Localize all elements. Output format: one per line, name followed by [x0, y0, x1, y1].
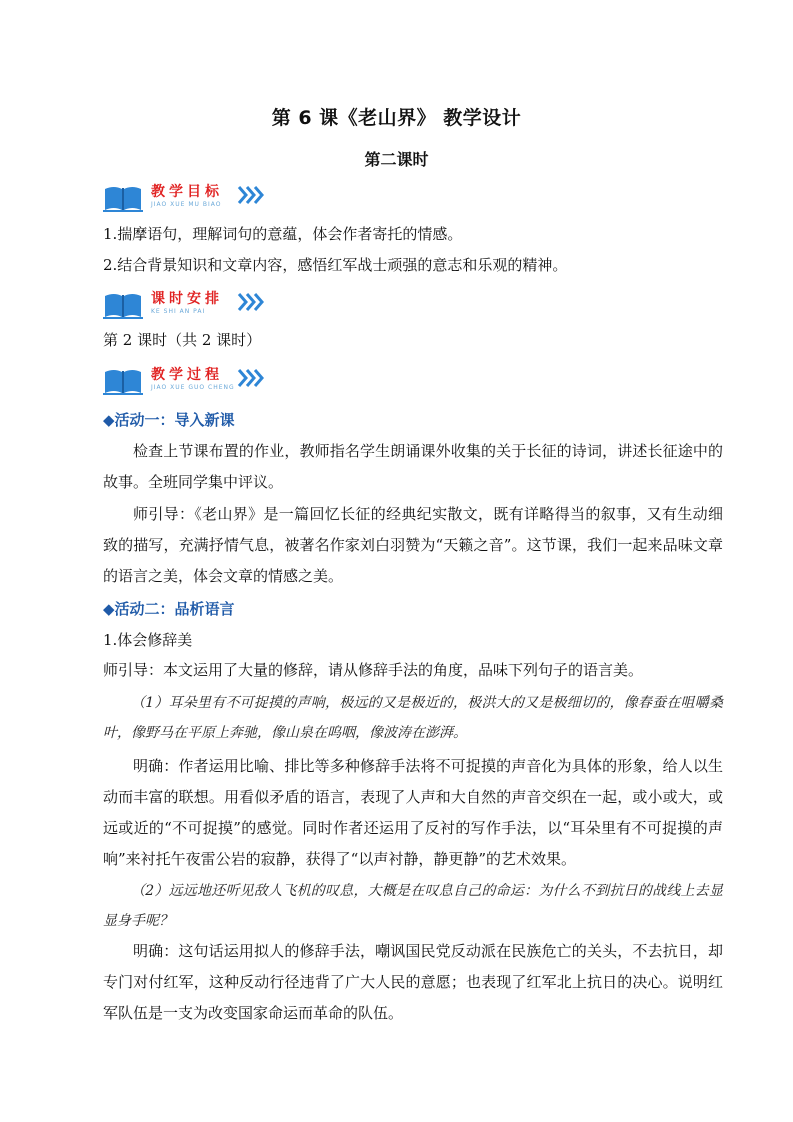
- goal-item: 2.结合背景知识和文章内容，感悟红军战士顽强的意志和乐观的精神。: [103, 256, 568, 274]
- subheading-rhetoric: 1.体会修辞美: [103, 631, 193, 649]
- activity-one-paragraph: 检查上节课布置的作业，教师指名学生朗诵课外收集的关于长征的诗词，讲述长征途中的故事。全班同学集中评议。: [103, 442, 723, 491]
- book-icon: [103, 366, 143, 396]
- schedule-text: 第 2 课时（共 2 课时）: [103, 331, 262, 349]
- page-subtitle: 第二课时: [364, 150, 429, 169]
- chevrons-icon: [237, 367, 267, 389]
- section-header-process: [103, 364, 273, 396]
- section-pinyin: KE SHI AN PAI: [151, 308, 206, 315]
- book-icon: [103, 290, 143, 320]
- section-label: 教学过程: [151, 367, 223, 383]
- example-sentence-1: （1）耳朵里有不可捉摸的声响，极远的又是极近的，极洪大的又是极细切的，像春蚕在咀嚼桑叶，像野马在平原上奔驰，像山泉在呜咽，像波涛在澎湃。: [103, 695, 723, 741]
- book-icon: [103, 183, 143, 213]
- teacher-guide: 师引导：本文运用了大量的修辞，请从修辞手法的角度，品味下列句子的语言美。: [103, 661, 644, 679]
- answer-2: 明确：这句话运用拟人的修辞手法，嘲讽国民党反动派在民族危亡的关头，不去抗日，却专门对付红军，这种反动行径违背了广大人民的意愿；也表现了红军北上抗日的决心。说明红军队伍是一支为改变国家命运而革命的队伍。: [103, 942, 723, 1022]
- example-sentence-2: （2）远远地还听见敌人飞机的叹息，大概是在叹息自己的命运：为什么不到抗日的战线上去显显身手呢？: [103, 883, 723, 929]
- activity-two-heading: ◆活动二：品析语言: [103, 600, 235, 618]
- section-header-goals: [103, 181, 273, 213]
- goal-item: 1.揣摩语句，理解词句的意蕴，体会作者寄托的情感。: [103, 225, 463, 243]
- section-header-schedule: [103, 288, 273, 320]
- chevrons-icon: [237, 291, 267, 313]
- activity-one-heading: ◆活动一：导入新课: [103, 411, 235, 429]
- section-pinyin: JIAO XUE GUO CHENG: [151, 384, 235, 391]
- chevrons-icon: [237, 184, 267, 206]
- section-label: 课时安排: [151, 291, 223, 307]
- section-label: 教学目标: [151, 184, 223, 200]
- answer-1: 明确：作者运用比喻、排比等多种修辞手法将不可捉摸的声音化为具体的形象，给人以生动而丰富的联想。用看似矛盾的语言，表现了人声和大自然的声音交织在一起，或小或大，或远或近的“不可捉摸”的感觉。同时作者还运用了反衬的写作手法，以“耳朵里有不可捉摸的声响”来衬托午夜雷公岩的寂静，获得了“以声衬静，静更静”的艺术效果。: [103, 757, 723, 868]
- activity-one-guide: 师引导：《老山界》是一篇回忆长征的经典纪实散文，既有详略得当的叙事，又有生动细致的描写，充满抒情气息，被著名作家刘白羽赞为“天籁之音”。这节课，我们一起来品味文章的语言之美，体会文章的情感之美。: [103, 505, 723, 585]
- section-pinyin: JIAO XUE MU BIAO: [151, 201, 222, 208]
- page-title: 第 6 课《老山界》 教学设计: [271, 107, 522, 129]
